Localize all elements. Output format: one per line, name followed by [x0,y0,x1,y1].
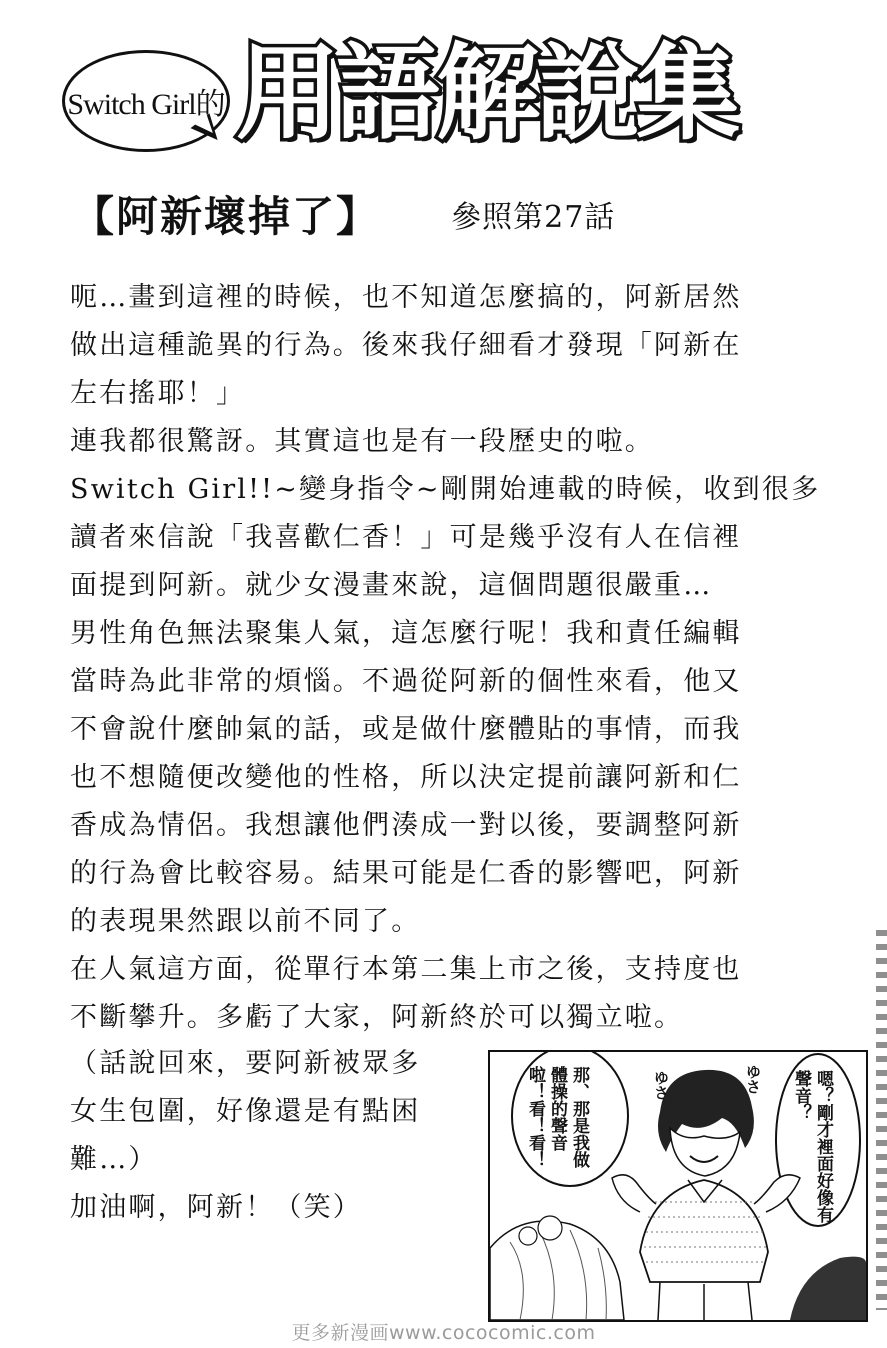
speech-text-left: 那、那是我做體操的聲音啦！看！看！ [525,1066,589,1168]
watermark: 更多新漫画www.cococomic.com [291,1322,596,1344]
manga-panel [488,1050,868,1322]
body-line: 男性角色無法聚集人氣，這怎麼行呢！我和責任編輯 [70,618,742,649]
girl-hair-right [790,1257,866,1320]
entry-title: 【阿新壞掉了】 [72,192,381,241]
body-line: 左右搖耶！」 [70,378,246,409]
tail-line: 女生包圍，好像還是有點困 [70,1096,421,1127]
character-arm-left [612,1175,656,1212]
entry-reference: 參照第27話 [451,200,616,235]
tail-line: 加油啊，阿新！（笑） [70,1192,362,1223]
body-line: 在人氣這方面，從單行本第二集上市之後，支持度也 [70,954,742,985]
character-legs [658,1282,752,1320]
body-line: Switch Girl!!~變身指令~剛開始連載的時候，收到很多 [70,474,821,505]
body-line: 也不想隨便改變他的性格，所以決定提前讓阿新和仁 [70,762,742,793]
body-line: 做出這種詭異的行為。後來我仔細看才發現「阿新在 [70,330,742,361]
entry-heading [72,184,615,244]
sfx-text-1: ゆさ [652,1070,670,1100]
body-line: 讀者來信說「我喜歡仁香！」可是幾乎沒有人在信裡 [70,522,742,553]
body-line: 呃…畫到這裡的時候，也不知道怎麼搞的，阿新居然 [70,282,742,313]
body-line: 不斷攀升。多虧了大家，阿新終於可以獨立啦。 [70,1002,684,1033]
page-edge-marks [876,930,887,1310]
body-line: 面提到阿新。就少女漫畫來說，這個問題很嚴重… [70,570,713,601]
sfx-text-2: ゆさ [744,1064,762,1094]
body-line: 不會說什麼帥氣的話，或是做什麼體貼的事情，而我 [70,714,742,745]
flower-decoration [538,1216,562,1240]
tail-text [70,1040,490,1232]
body-line: 當時為此非常的煩惱。不過從阿新的個性來看，他又 [70,666,742,697]
character-body [640,1180,768,1282]
character-face [670,1128,740,1176]
page-title: 用語解說集 [236,32,737,154]
body-line: 的行為會比較容易。結果可能是仁香的影響吧，阿新 [70,858,742,889]
body-line: 的表現果然跟以前不同了。 [70,906,421,937]
tail-line: 難…） [70,1144,158,1175]
tail-line: （話說回來，要阿新被眾多 [70,1048,421,1079]
flower-decoration [519,1227,537,1245]
body-line: 連我都很驚訝。其實這也是有一段歷史的啦。 [70,426,654,457]
header-bubble-text: Switch Girl的 [67,88,225,121]
body-text [70,274,821,1042]
body-line: 香成為情侶。我想讓他們湊成一對以後，要調整阿新 [70,810,742,841]
speech-text-right: 嗯？剛才裡面好像有聲音？ [791,1070,833,1223]
